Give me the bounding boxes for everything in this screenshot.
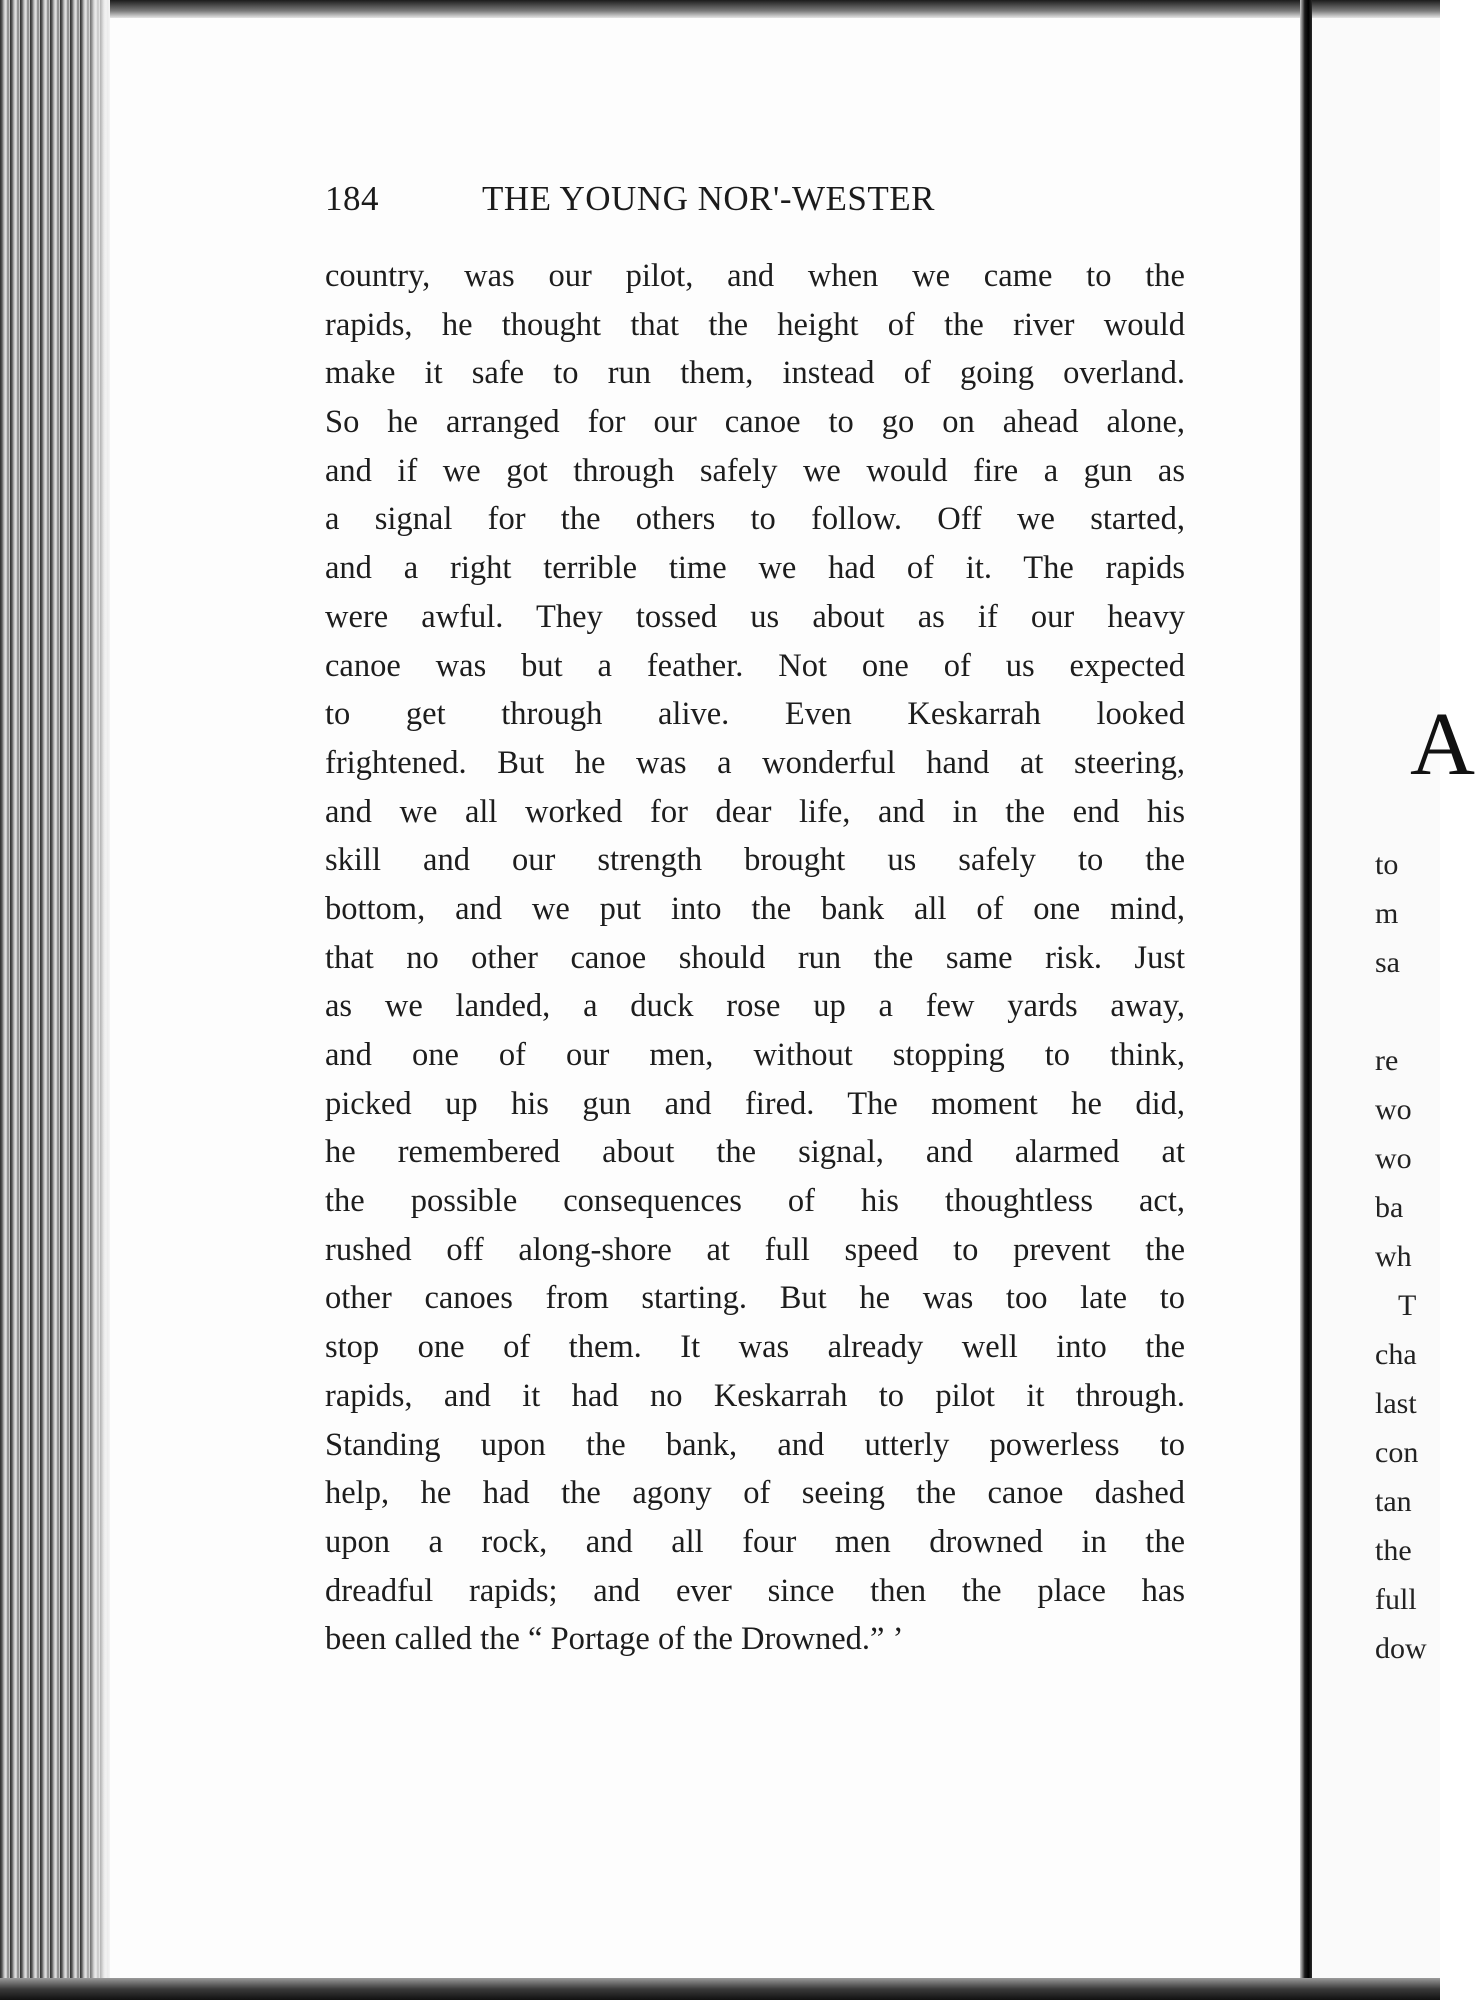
page-number: 184	[325, 179, 379, 218]
text-line: a signal for the others to follow. Off we started,	[325, 501, 1185, 538]
text-line: upon a rock, and all four men drowned in the	[325, 1523, 1185, 1560]
facing-page-fragment: wo	[1375, 1142, 1412, 1175]
facing-page-fragment: wh	[1375, 1240, 1412, 1273]
text-line: rapids, and it had no Keskarrah to pilot it through.	[325, 1377, 1185, 1414]
facing-page-fragment: wo	[1375, 1093, 1412, 1126]
facing-page-fragment: sa	[1375, 946, 1400, 979]
text-line: and one of our men, without stopping to think,	[325, 1037, 1185, 1073]
text-line: other canoes from starting. But he was too late to	[325, 1280, 1185, 1317]
text-line: the possible consequences of his thoughtless act,	[325, 1183, 1185, 1220]
facing-page-fragment: last	[1375, 1387, 1417, 1420]
facing-page-fragment: the	[1375, 1534, 1412, 1567]
running-title: THE YOUNG NOR'-WESTER	[482, 179, 935, 218]
text-line: as we landed, a duck rose up a few yards away,	[325, 988, 1185, 1025]
text-line: Standing upon the bank, and utterly powerless to	[325, 1426, 1185, 1463]
facing-page-fragment: re	[1375, 1044, 1399, 1077]
facing-page-fragment: con	[1375, 1436, 1419, 1469]
facing-page-fragment: full	[1375, 1583, 1417, 1616]
page-header	[325, 175, 1185, 225]
text-line: were awful. They tossed us about as if our heavy	[325, 598, 1185, 635]
text-line: picked up his gun and fired. The moment he did,	[325, 1085, 1185, 1122]
facing-page-fragment: to	[1375, 848, 1399, 881]
text-line: rapids, he thought that the height of the river would	[325, 306, 1185, 343]
text-line: canoe was but a feather. Not one of us expected	[325, 647, 1185, 684]
text-line: to get through alive. Even Keskarrah looked	[325, 696, 1185, 733]
text-line: and if we got through safely we would fire a gun as	[325, 452, 1185, 489]
text-line-last: been called the “ Portage of the Drowned.” ’	[325, 1621, 904, 1658]
text-line: make it safe to run them, instead of going overland.	[325, 355, 1185, 392]
right-page	[1312, 18, 1475, 1978]
scan-top-edge	[0, 0, 1440, 18]
facing-page-fragment: tan	[1375, 1485, 1412, 1518]
book-page-edges	[0, 0, 110, 2000]
facing-page-fragment: dow	[1375, 1632, 1427, 1665]
text-line: frightened. But he was a wonderful hand at steering,	[325, 744, 1185, 781]
text-line: that no other canoe should run the same risk. Just	[325, 939, 1185, 976]
facing-page-initial: A	[1410, 695, 1475, 794]
body-text	[325, 252, 1185, 1664]
scan-bottom-edge	[0, 1978, 1440, 2000]
facing-page-fragment: T	[1398, 1289, 1417, 1322]
text-line: So he arranged for our canoe to go on ahead alone,	[325, 404, 1185, 441]
text-line: rushed off along-shore at full speed to prevent the	[325, 1231, 1185, 1268]
text-line: bottom, and we put into the bank all of one mind,	[325, 890, 1185, 927]
text-line: dreadful rapids; and ever since then the place has	[325, 1572, 1185, 1609]
text-line: he remembered about the signal, and alarmed at	[325, 1134, 1185, 1171]
text-line: and a right terrible time we had of it. The rapids	[325, 550, 1185, 587]
facing-page-fragment: m	[1375, 897, 1399, 930]
text-line: stop one of them. It was already well into the	[325, 1329, 1185, 1366]
text-line: and we all worked for dear life, and in the end his	[325, 793, 1185, 830]
text-line: skill and our strength brought us safely to the	[325, 842, 1185, 879]
text-line: country, was our pilot, and when we came to the	[325, 258, 1185, 294]
facing-page-fragment: cha	[1375, 1338, 1417, 1371]
facing-page-fragment: ba	[1375, 1191, 1404, 1224]
text-line: help, he had the agony of seeing the canoe dashed	[325, 1475, 1185, 1512]
book-gutter	[1300, 0, 1312, 2000]
